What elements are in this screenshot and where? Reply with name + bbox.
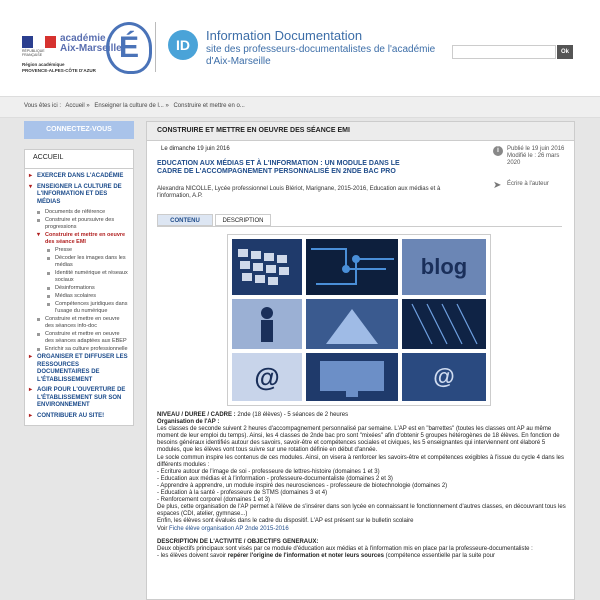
binary-icon xyxy=(402,299,486,349)
sidebar-item-label: Décoder les images dans les médias xyxy=(55,255,126,268)
niveau-text: 2nde (18 élèves) - 5 séances de 2 heures xyxy=(235,412,349,418)
keyboard-icon xyxy=(232,239,302,295)
p6-b: repérer l'origine de l'information et noter leurs sources xyxy=(227,552,384,559)
connect-button[interactable]: CONNECTEZ-VOUS xyxy=(24,121,134,139)
paragraph: Le socle commun inspire les contenus de ces modules. Ainsi, on visera à renforcer les savoirs-être et compétences exigibles à l'issue du cycle 4 dans les différents modules : xyxy=(157,454,565,468)
sidebar-item[interactable] xyxy=(47,301,129,315)
region-line-1: Région académique xyxy=(22,62,65,67)
breadcrumb-item[interactable]: Enseigner la culture de l... » xyxy=(94,103,169,109)
sidebar-item[interactable] xyxy=(37,232,129,246)
bullet-icon xyxy=(47,257,50,260)
description-label: DESCRIPTION DE L'ACTIVITE / OBJECTIFS GENERAUX: xyxy=(157,538,319,545)
article-title: EDUCATION AUX MÉDIAS ET À L'INFORMATION : UN MODULE DANS LE CADRE DE L'ACCOMPAGNEMENT PERSONNALISÉ EN 2NDE BAC PRO xyxy=(157,160,400,175)
screen-panel xyxy=(306,353,398,401)
chevron-right-icon: ▸ xyxy=(29,173,33,179)
figure-panel xyxy=(306,299,398,349)
sidebar-item[interactable] xyxy=(29,354,129,384)
published-row xyxy=(493,146,573,167)
email-panel xyxy=(402,353,486,401)
sidebar-item-label: AGIR POUR L'OUVERTURE DE L'ÉTABLISSEMENT SUR SON ENVIRONNEMENT xyxy=(37,387,126,408)
chevron-right-icon: ▸ xyxy=(29,354,33,360)
info-icon: i xyxy=(493,146,503,156)
sidebar-item-label: Enrichir sa culture professionnelle xyxy=(45,346,128,352)
sidebar-item[interactable] xyxy=(37,331,129,345)
sidebar-menu xyxy=(24,149,134,426)
fiche-eleve-link[interactable]: Fiche élève organisation AP 2nde 2015-2016 xyxy=(169,525,289,532)
sidebar-item-label: ORGANISER ET DIFFUSER LES RESSOURCES DOCUMENTAIRES DE L'ÉTABLISSEMENT xyxy=(37,354,128,383)
search-button[interactable]: Ok xyxy=(557,45,573,59)
breadcrumb-item[interactable]: Accueil » xyxy=(65,103,90,109)
blog-panel xyxy=(402,239,486,295)
paragraph: Les classes de seconde suivent 2 heures d'accompagnement personnalisé par semaine. L'AP est en "barrettes" (toutes les classes ont AP au même moment de leur emploi du temps). Ainsi, les 4 classes de 2nde bac pro sont "mixées" afin d'obtenir 5 groupes hétérogènes de 18 élèves. En fonction de besoins généraux identifiés autour des savoirs, savoir-être et compétences sociales et civiques, les 5 enseignantes qui interviennent ont élaboré 5 modules, que les élèves vont tous suivre sur une rotation définie en début d'année. xyxy=(157,426,560,454)
at-sign-icon: @ xyxy=(254,361,280,392)
circuit-panel xyxy=(306,239,398,295)
data-panel xyxy=(402,299,486,349)
breadcrumb-prefix: Vous êtes ici : xyxy=(24,103,62,109)
write-author-row[interactable] xyxy=(493,180,573,191)
sidebar xyxy=(24,121,134,426)
bullet-icon xyxy=(47,249,50,252)
sidebar-item-label: Identité numérique et réseaux sociaux xyxy=(55,270,128,283)
at-panel xyxy=(232,353,302,401)
search-input[interactable] xyxy=(452,45,556,59)
screen-icon xyxy=(306,353,398,401)
p6-a: - les élèves doivent savoir xyxy=(157,552,228,559)
bullet-icon xyxy=(47,303,50,306)
french-flag-icon xyxy=(22,36,56,48)
main-content xyxy=(146,121,575,600)
sidebar-item-label: EXERCER DANS L'ACADÉMIE xyxy=(37,173,124,179)
list-item: - Education aux médias et à l'information - professeure-documentaliste (domaines 2 et 3) xyxy=(157,475,393,482)
sidebar-menu-list xyxy=(25,169,133,425)
bullet-icon xyxy=(37,211,40,214)
chevron-down-icon: ▾ xyxy=(29,183,33,190)
paragraph: Deux objectifs principaux sont visés par ce module d'éducation aux médias et à l'information mis en place par la professeure-documentaliste : xyxy=(157,545,533,552)
academie-logo[interactable] xyxy=(22,22,152,82)
sidebar-item[interactable] xyxy=(47,285,129,292)
paragraph: De plus, cette organisation de l'AP permet à l'élève de s'insérer dans son lycée en connaissant le fonctionnement d'autres classes, en découvrant tous les espaces (CDI, atelier, gymnase...) xyxy=(157,504,566,518)
sidebar-item-label: Construire et mettre en oeuvre des séances adaptées aux EBEP xyxy=(45,331,127,344)
chevron-down-icon: ▾ xyxy=(37,232,41,238)
list-item: - Renforcement corporel (domaines 1 et 3) xyxy=(157,497,271,504)
keyboard-panel xyxy=(232,239,302,295)
send-icon: ➤ xyxy=(493,180,502,191)
site-subtitle: site des professeurs-documentalistes de l'académie d'Aix-Marseille xyxy=(206,44,436,67)
breadcrumb-item: Construire et mettre en o... xyxy=(173,103,245,109)
republique-label: RÉPUBLIQUE FRANÇAISE xyxy=(22,49,45,57)
list-item: - Education à la santé - professeure de STMS (domaines 3 et 4) xyxy=(157,490,328,497)
sidebar-item-label: Construire et mettre en oeuvre des séances info-doc xyxy=(45,316,120,329)
sidebar-item[interactable] xyxy=(37,346,129,353)
region-line-2: PROVENCE-ALPES-CÔTE D'AZUR xyxy=(22,68,96,73)
p6-c: (compétence essentielle par la suite pour xyxy=(383,552,495,559)
academie-e-icon: É xyxy=(106,22,152,74)
bullet-icon xyxy=(37,348,40,351)
academie-label-2: Aix-Marseille xyxy=(60,43,122,54)
niveau-label: NIVEAU / DUREE / CADRE : xyxy=(157,412,236,418)
published-date: Publié le 19 juin 2016 xyxy=(507,146,565,152)
header-divider xyxy=(155,22,156,72)
article-meta xyxy=(493,146,573,190)
sidebar-item[interactable] xyxy=(29,173,129,181)
site-title[interactable]: Information Documentation xyxy=(206,28,363,43)
sidebar-item-label: CONTRIBUER AU SITE! xyxy=(37,412,105,419)
site-logo-icon[interactable]: ID xyxy=(168,30,198,60)
sidebar-item-label: Compétences juridiques dans l'usage du numérique xyxy=(55,301,128,314)
person-panel xyxy=(232,299,302,349)
sidebar-item-accueil[interactable]: ACCUEIL xyxy=(25,150,133,169)
list-item: - Apprendre à apprendre, un module inspiré des neurosciences - professeure de biotechnologie (domaines 2) xyxy=(157,482,448,489)
sidebar-item-label: Construire et mettre en oeuvre des séance EMI xyxy=(45,232,126,245)
modified-date: Modifié le : 26 mars 2020 xyxy=(507,153,560,166)
figure-icon xyxy=(306,299,398,349)
sidebar-item[interactable] xyxy=(47,255,129,269)
at-sign-icon-2: @ xyxy=(433,364,455,389)
sidebar-item-label: Documents de référence xyxy=(45,209,106,215)
sidebar-item[interactable] xyxy=(47,247,129,254)
sidebar-item[interactable] xyxy=(29,413,129,421)
tab-contenu[interactable]: CONTENU xyxy=(157,214,213,226)
section-title: CONSTRUIRE ET METTRE EN OEUVRE DES SÉANCE EMI xyxy=(147,122,574,141)
site-header xyxy=(0,0,600,96)
sidebar-item-label: Construire et poursuivre des progressions xyxy=(45,217,115,230)
circuit-icon xyxy=(306,239,398,295)
orga-label: Organisation de l'AP : xyxy=(157,419,220,426)
sidebar-item[interactable] xyxy=(47,293,129,300)
sidebar-item[interactable] xyxy=(37,316,129,330)
article-body xyxy=(157,412,567,560)
write-author-link[interactable]: Écrire à l'auteur xyxy=(507,181,549,187)
chevron-right-icon: ▸ xyxy=(29,412,33,419)
bullet-icon xyxy=(37,333,40,336)
sidebar-item[interactable] xyxy=(47,270,129,284)
sidebar-item[interactable] xyxy=(37,217,129,231)
article-author: Alexandra NICOLLE, Lycée professionnel Louis Blériot, Marignane, 2015-2016, Education aux médias et à l'information, A.P. xyxy=(157,186,441,199)
paragraph: Enfin, les élèves sont évalués dans le cadre du dispositif. L'AP est présent sur le bulletin scolaire xyxy=(157,518,414,525)
article-date: Le dimanche 19 juin 2016 xyxy=(161,146,230,152)
bullet-icon xyxy=(47,287,50,290)
academie-label-1: académie xyxy=(60,33,106,44)
bullet-icon xyxy=(47,295,50,298)
breadcrumb xyxy=(24,103,248,109)
chevron-right-icon: ▸ xyxy=(29,387,33,393)
region-label xyxy=(22,62,96,74)
sidebar-item-label: ENSEIGNER LA CULTURE DE L'INFORMATION ET DES MÉDIAS xyxy=(37,183,122,205)
article-tabs xyxy=(157,214,562,227)
sidebar-item[interactable] xyxy=(37,209,129,216)
voir-label: Voir xyxy=(157,525,170,532)
sidebar-item[interactable] xyxy=(29,184,129,207)
list-item: - Ecriture autour de l'image de soi - professeure de lettres-histoire (domaines 1 et 3) xyxy=(157,468,380,475)
bullet-icon xyxy=(37,318,40,321)
blog-word: blog xyxy=(420,254,468,279)
sidebar-item-label: Désinformations xyxy=(55,285,95,291)
article-image xyxy=(227,234,491,406)
bullet-icon xyxy=(47,272,50,275)
sidebar-item-label: Médias scolaires xyxy=(55,293,96,299)
person-icon xyxy=(232,299,302,349)
sidebar-item-label: Presse xyxy=(55,247,73,253)
bullet-icon xyxy=(37,219,40,222)
sidebar-item[interactable] xyxy=(29,387,129,410)
tab-description[interactable]: DESCRIPTION xyxy=(215,214,271,226)
